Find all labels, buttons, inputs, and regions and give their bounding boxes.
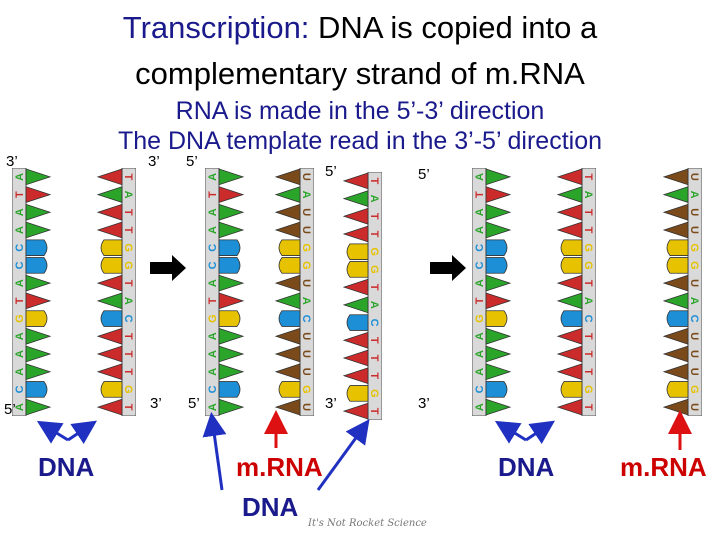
process-arrow-1-icon bbox=[150, 255, 186, 281]
base-letter: U bbox=[300, 350, 312, 358]
base-letter: A bbox=[582, 190, 594, 199]
base-letter: A bbox=[207, 208, 219, 217]
base-letter: G bbox=[582, 243, 594, 252]
base-letter: T bbox=[582, 350, 594, 358]
title-line-2: complementary strand of m.RNA bbox=[135, 56, 585, 91]
base-letter: U bbox=[688, 403, 700, 412]
base-letter: G bbox=[300, 385, 312, 394]
base-letter: T bbox=[582, 173, 594, 181]
base-letter: U bbox=[300, 226, 312, 234]
base-letter: G bbox=[688, 261, 700, 270]
end-label: 5’ bbox=[188, 395, 200, 412]
base-letter: A bbox=[474, 350, 486, 358]
base-letter: C bbox=[14, 261, 26, 270]
base-letter: G bbox=[300, 261, 312, 270]
base-letter: U bbox=[688, 279, 700, 288]
base-letter: A bbox=[14, 350, 26, 358]
base-letter: A bbox=[207, 226, 219, 234]
base-letter: U bbox=[300, 279, 312, 288]
base-letter: A bbox=[474, 208, 486, 217]
base-letter: A bbox=[688, 296, 700, 305]
base-letter: T bbox=[368, 372, 380, 380]
base-letter: T bbox=[582, 226, 594, 234]
base-letter: G bbox=[688, 243, 700, 252]
base-letter: T bbox=[368, 336, 380, 344]
base-letter: G bbox=[300, 243, 312, 252]
base-letter: A bbox=[207, 367, 219, 376]
base-letter: G bbox=[122, 243, 134, 252]
title-rest: DNA is copied into a bbox=[318, 10, 598, 45]
base-letter: C bbox=[207, 385, 219, 394]
base-letter: T bbox=[582, 208, 594, 216]
base-letter: T bbox=[122, 403, 134, 411]
base-letter: T bbox=[474, 297, 486, 305]
base-letter: G bbox=[207, 314, 219, 323]
base-letter: A bbox=[474, 403, 486, 412]
subtitle-line-2: The DNA template read in the 3’-5’ direction bbox=[117, 127, 603, 155]
base-letter: T bbox=[368, 354, 380, 362]
base-letter: T bbox=[122, 226, 134, 234]
base-letter: A bbox=[474, 279, 486, 288]
base-letter: A bbox=[207, 332, 219, 341]
end-label: 3’ bbox=[325, 395, 337, 412]
process-arrow-2-icon bbox=[430, 255, 466, 281]
base-letter: T bbox=[368, 230, 380, 238]
base-letter: G bbox=[368, 247, 380, 256]
base-letter: A bbox=[582, 296, 594, 305]
base-letter: T bbox=[122, 208, 134, 216]
base-letter: T bbox=[122, 368, 134, 376]
base-letter: T bbox=[582, 403, 594, 411]
base-letter: A bbox=[14, 279, 26, 288]
base-letter: U bbox=[688, 208, 700, 217]
end-label: 5’ bbox=[418, 166, 430, 183]
base-letter: C bbox=[300, 314, 312, 323]
base-letter: A bbox=[474, 332, 486, 341]
base-letter: U bbox=[300, 208, 312, 217]
base-letter: A bbox=[207, 403, 219, 412]
base-letter: A bbox=[14, 226, 26, 234]
base-letter: T bbox=[582, 332, 594, 340]
base-letter: A bbox=[14, 208, 26, 217]
base-letter: A bbox=[14, 332, 26, 341]
title-highlight: Transcription: bbox=[122, 10, 310, 45]
base-letter: C bbox=[207, 243, 219, 252]
dna-pointer-icon bbox=[526, 424, 550, 440]
base-letter: T bbox=[122, 279, 134, 287]
base-letter: A bbox=[300, 296, 312, 305]
base-letter: G bbox=[368, 265, 380, 274]
base-letter: G bbox=[582, 261, 594, 270]
base-letter: G bbox=[582, 385, 594, 394]
base-letter: C bbox=[474, 385, 486, 394]
base-letter: C bbox=[14, 243, 26, 252]
end-label: 3’ bbox=[6, 153, 18, 170]
base-letter: A bbox=[474, 226, 486, 234]
base-letter: T bbox=[368, 177, 380, 185]
label-mrna-middle: m.RNA bbox=[236, 452, 323, 482]
base-letter: G bbox=[368, 389, 380, 398]
dna-pointer-icon bbox=[212, 418, 222, 490]
base-letter: A bbox=[368, 300, 380, 309]
base-letter: T bbox=[582, 368, 594, 376]
base-letter: C bbox=[688, 314, 700, 323]
base-letter: G bbox=[474, 314, 486, 323]
end-label: 5’ bbox=[4, 401, 16, 418]
base-letter: A bbox=[122, 190, 134, 199]
base-letter: A bbox=[14, 367, 26, 376]
base-letter: T bbox=[368, 407, 380, 415]
end-label: 3’ bbox=[148, 153, 160, 170]
base-letter: C bbox=[474, 243, 486, 252]
base-letter: G bbox=[122, 261, 134, 270]
end-label: 3’ bbox=[418, 395, 430, 412]
base-letter: G bbox=[14, 314, 26, 323]
base-letter: A bbox=[14, 403, 26, 412]
end-label: 5’ bbox=[186, 153, 198, 170]
base-letter: A bbox=[207, 279, 219, 288]
base-letter: C bbox=[122, 314, 134, 323]
base-letter: A bbox=[207, 172, 219, 181]
base-letter: A bbox=[474, 172, 486, 181]
base-letter: A bbox=[474, 367, 486, 376]
base-letter: U bbox=[300, 367, 312, 376]
dna-pointer-icon bbox=[68, 424, 92, 440]
base-letter: T bbox=[368, 212, 380, 220]
base-letter: C bbox=[474, 261, 486, 270]
base-letter: T bbox=[122, 173, 134, 181]
dna-pointer-icon bbox=[42, 424, 68, 440]
base-letter: C bbox=[207, 261, 219, 270]
base-letter: T bbox=[14, 191, 26, 198]
base-letter: C bbox=[582, 314, 594, 323]
label-dna-middle: DNA bbox=[242, 492, 299, 522]
credit-text: It's Not Rocket Science bbox=[308, 518, 427, 529]
base-letter: A bbox=[688, 190, 700, 199]
base-letter: G bbox=[688, 385, 700, 394]
label-mrna-right: m.RNA bbox=[620, 452, 707, 482]
base-letter: T bbox=[582, 279, 594, 287]
label-dna-right: DNA bbox=[498, 452, 555, 482]
base-letter: G bbox=[122, 385, 134, 394]
base-letter: A bbox=[207, 350, 219, 358]
base-letter: T bbox=[122, 332, 134, 340]
dna-pointer-icon bbox=[500, 424, 526, 440]
base-letter: U bbox=[300, 172, 312, 181]
base-letter: A bbox=[300, 190, 312, 199]
base-letter: A bbox=[13, 172, 26, 181]
end-label: 3’ bbox=[150, 395, 162, 412]
subtitle-line-1: RNA is made in the 5’-3’ direction bbox=[175, 97, 545, 125]
base-letter: T bbox=[122, 350, 134, 358]
end-label: 5’ bbox=[325, 163, 337, 180]
base-letter: T bbox=[368, 283, 380, 291]
base-letter: T bbox=[14, 297, 26, 305]
base-letter: U bbox=[300, 332, 312, 341]
base-letter: U bbox=[688, 350, 700, 358]
base-letter: T bbox=[474, 191, 486, 198]
base-letter: C bbox=[14, 385, 26, 394]
base-letter: U bbox=[688, 332, 700, 341]
label-dna-left: DNA bbox=[38, 452, 95, 482]
base-letter: T bbox=[207, 191, 219, 198]
base-letter: A bbox=[122, 296, 134, 305]
base-letter: U bbox=[300, 403, 312, 412]
base-letter: U bbox=[688, 172, 700, 181]
base-letter: U bbox=[688, 226, 700, 234]
base-letter: A bbox=[368, 194, 380, 203]
base-letter: C bbox=[368, 318, 380, 327]
base-letter: T bbox=[207, 297, 219, 305]
dna-pointer-icon bbox=[318, 424, 366, 490]
base-letter: U bbox=[688, 367, 700, 376]
